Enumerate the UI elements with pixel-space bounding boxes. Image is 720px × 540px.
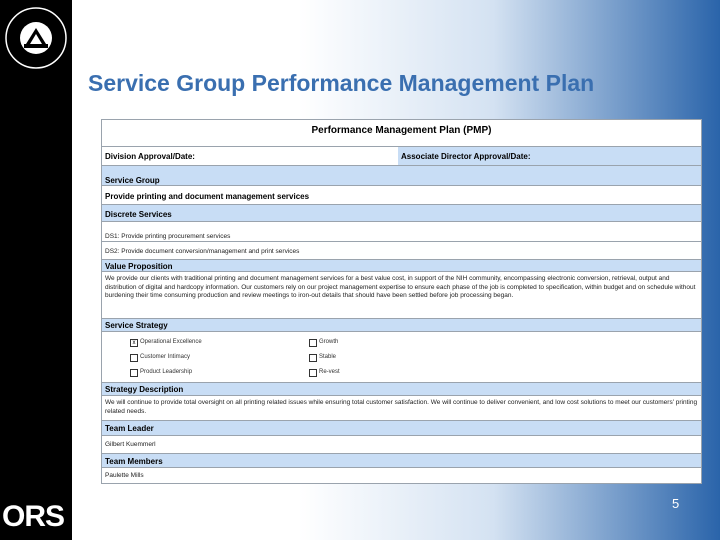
service-strategy-options <box>102 331 701 382</box>
discrete-services-label: Discrete Services <box>105 210 172 219</box>
ds2-text: DS2: Provide document conversion/management and print services <box>105 248 300 255</box>
ors-logo: ORS <box>2 500 65 533</box>
strategy-description-row <box>102 395 701 420</box>
team-leader-value: Gilbert Kuemmerl <box>105 441 156 448</box>
ds2-row <box>102 241 701 259</box>
division-approval-label: Division Approval/Date: <box>105 152 195 161</box>
team-leader-row <box>102 435 701 453</box>
ds1-row <box>102 221 701 241</box>
re-vest-checkbox[interactable] <box>309 369 317 377</box>
ds1-text: DS1: Provide printing procurement services <box>105 233 231 240</box>
form-heading: Performance Management Plan (PMP) <box>311 125 492 136</box>
team-members-value: Paulette Mills <box>105 472 144 479</box>
strategy-description-label: Strategy Description <box>105 385 184 394</box>
sidebar <box>0 0 72 540</box>
service-strategy-header <box>102 318 701 331</box>
associate-approval-label: Associate Director Approval/Date: <box>401 152 531 161</box>
service-strategy-label: Service Strategy <box>105 321 168 330</box>
page-number: 5 <box>672 496 680 511</box>
stable-label: Stable <box>319 354 337 360</box>
team-members-label: Team Members <box>105 457 163 466</box>
re-vest-label: Re-vest <box>319 369 340 375</box>
service-group-value: Provide printing and document management services <box>105 192 310 201</box>
team-members-header <box>102 453 701 467</box>
service-group-label: Service Group <box>105 176 160 185</box>
associate-approval-cell <box>398 147 701 165</box>
growth-checkbox[interactable] <box>309 339 317 347</box>
value-proposition-label: Value Proposition <box>105 262 173 271</box>
team-leader-label: Team Leader <box>105 424 154 433</box>
value-proposition-text: We provide our clients with traditional printing and document management services for a best value cost, in support of the NIH community, encompassing electronic conversion, retrieval, output and distribution of digital and hardcopy information. Our customers rely on our project management expertise to ensure each phase of the job is completed to specification, within budget and on schedule without burdening their time consuming production and review meetings to iron-out details that should have been settled before job processing began. <box>105 275 696 300</box>
customer-intimacy-checkbox[interactable] <box>130 354 138 362</box>
operational-excellence-checkbox[interactable]: x <box>130 339 138 347</box>
value-proposition-header <box>102 259 701 271</box>
operational-excellence-label: Operational Excellence <box>140 339 202 345</box>
team-members-row <box>102 467 701 483</box>
team-leader-header <box>102 420 701 435</box>
value-proposition-row <box>102 271 701 318</box>
approval-row <box>102 146 701 165</box>
product-leadership-label: Product Leadership <box>140 369 193 375</box>
pmp-form <box>101 119 702 484</box>
nih-logo <box>4 6 68 70</box>
growth-label: Growth <box>319 339 339 345</box>
strategy-description-header <box>102 382 701 395</box>
slide-title: Service Group Performance Management Plan <box>88 70 595 96</box>
strategy-description-text: We will continue to provide total oversight on all printing related issues while ensuring total customer satisfaction. We will continue to deliver convenient, and low cost solutions to meet our customers' printing related needs. <box>105 399 698 415</box>
stable-checkbox[interactable] <box>309 354 317 362</box>
customer-intimacy-label: Customer Intimacy <box>140 354 191 360</box>
product-leadership-checkbox[interactable] <box>130 369 138 377</box>
service-group-header <box>102 165 701 185</box>
discrete-services-header <box>102 204 701 221</box>
service-group-row <box>102 185 701 204</box>
